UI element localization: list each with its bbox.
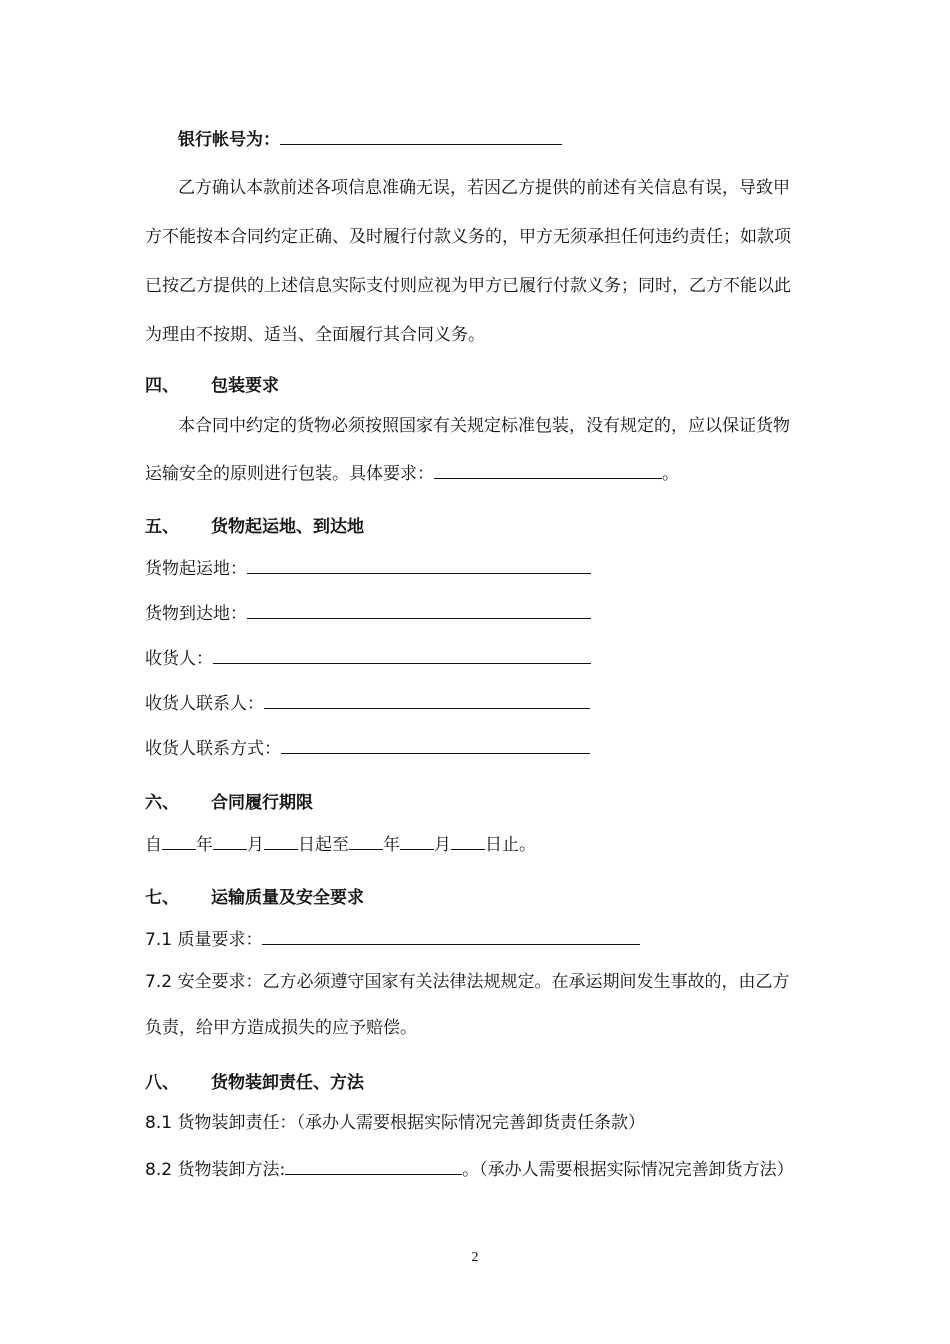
section-7-title: 运输质量及安全要求 [211, 888, 364, 908]
confirm-line-1: 乙方确认本款前述各项信息准确无误，若因乙方提供的前述有关信息有误，导致甲 [178, 178, 790, 198]
section-8-number: 八、 [145, 1073, 179, 1093]
section-6-number: 六、 [145, 793, 179, 813]
loading-responsibility-line: 8.1 货物装卸责任：（承办人需要根据实际情况完善卸货责任条款） [145, 1113, 645, 1133]
term-month-1: 月 [247, 835, 264, 855]
bank-account-blank[interactable] [280, 126, 562, 145]
end-day-blank[interactable] [451, 831, 485, 850]
start-month-blank[interactable] [213, 831, 247, 850]
section-8-title: 货物装卸责任、方法 [211, 1073, 364, 1093]
end-month-blank[interactable] [400, 831, 434, 850]
confirm-line-3: 已按乙方提供的上述信息实际支付则应视为甲方已履行付款义务；同时，乙方不能以此 [145, 276, 791, 296]
packing-requirement-blank[interactable] [434, 460, 662, 479]
end-year-blank[interactable] [349, 831, 383, 850]
section-4-heading [145, 374, 279, 398]
consignee-blank[interactable] [213, 645, 591, 664]
start-year-blank[interactable] [162, 831, 196, 850]
packing-line-1: 本合同中约定的货物必须按照国家有关规定标准包装，没有规定的，应以保证货物 [178, 416, 790, 436]
consignee-phone-line [145, 735, 590, 761]
consignee-phone-blank[interactable] [281, 735, 590, 754]
section-8-heading [145, 1071, 364, 1095]
bank-account-line [178, 126, 562, 152]
section-6-heading [145, 791, 313, 815]
consignee-line [145, 645, 591, 671]
section-6-title: 合同履行期限 [211, 793, 313, 813]
packing-line-2 [145, 460, 679, 486]
page-number: 2 [471, 1250, 479, 1265]
term-from: 自 [145, 835, 162, 855]
destination-blank[interactable] [247, 600, 591, 619]
term-year-2: 年 [383, 835, 400, 855]
section-7-number: 七、 [145, 888, 179, 908]
consignee-phone-label: 收货人联系方式： [145, 739, 281, 759]
safety-line-2: 负责，给甲方造成损失的应予赔偿。 [145, 1018, 417, 1038]
origin-label: 货物起运地： [145, 559, 247, 579]
start-day-blank[interactable] [264, 831, 298, 850]
section-5-title: 货物起运地、到达地 [211, 517, 364, 537]
packing-end: 。 [662, 464, 679, 484]
quality-line [145, 926, 640, 952]
consignee-contact-blank[interactable] [264, 690, 590, 709]
term-end: 日止。 [485, 835, 536, 855]
origin-blank[interactable] [247, 555, 591, 574]
origin-line [145, 555, 591, 581]
bank-account-label: 银行帐号为： [178, 130, 280, 150]
term-line [145, 831, 536, 857]
term-month-2: 月 [434, 835, 451, 855]
section-5-heading [145, 515, 364, 539]
destination-line [145, 600, 591, 626]
destination-label: 货物到达地： [145, 604, 247, 624]
loading-method-label: 8.2 货物装卸方法: [145, 1160, 286, 1180]
quality-label: 7.1 质量要求： [145, 930, 263, 950]
section-7-heading [145, 886, 364, 910]
consignee-contact-label: 收货人联系人： [145, 694, 264, 714]
safety-line-1: 7.2 安全要求：乙方必须遵守国家有关法律法规规定。在承运期间发生事故的，由乙方 [145, 972, 790, 992]
section-5-number: 五、 [145, 517, 179, 537]
loading-method-note: 。（承办人需要根据实际情况完善卸货方法） [462, 1160, 794, 1180]
quality-blank[interactable] [262, 926, 640, 945]
loading-method-line [145, 1156, 794, 1182]
term-year-1: 年 [196, 835, 213, 855]
term-to: 日起至 [298, 835, 349, 855]
section-4-title: 包装要求 [211, 376, 279, 396]
consignee-contact-line [145, 690, 590, 716]
confirm-line-2: 方不能按本合同约定正确、及时履行付款义务的，甲方无须承担任何违约责任；如款项 [145, 227, 791, 247]
consignee-label: 收货人： [145, 649, 213, 669]
packing-requirement-label: 运输安全的原则进行包装。具体要求： [145, 464, 434, 484]
section-4-number: 四、 [145, 376, 179, 396]
loading-method-blank[interactable] [285, 1156, 462, 1175]
confirm-line-4: 为理由不按期、适当、全面履行其合同义务。 [145, 325, 485, 345]
